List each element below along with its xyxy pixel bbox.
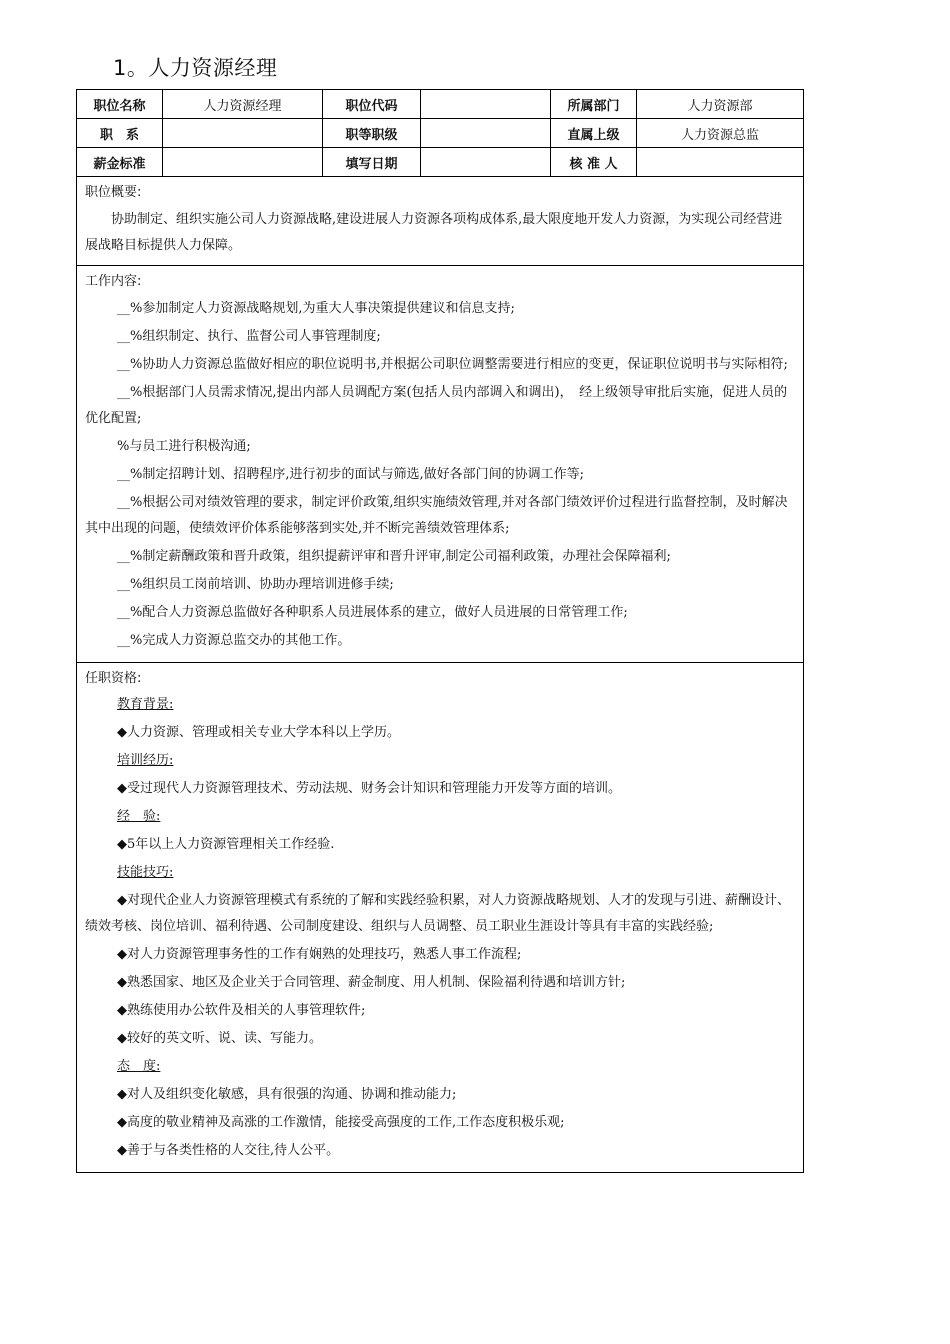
label-grade-level: 职等职级 [323, 119, 421, 148]
work-item: __%参加制定人力资源战略规划,为重大人事决策提供建议和信息支持; [117, 301, 515, 316]
skills-item: ◆对人力资源管理事务性的工作有娴熟的处理技巧，熟悉人事工作流程; [117, 947, 522, 962]
work-section [77, 266, 804, 663]
education-item: ◆人力资源、管理或相关专业大学本科以上学历。 [117, 725, 400, 740]
value-direct-supervisor: 人力资源总监 [637, 119, 804, 148]
work-item: %与员工进行积极沟通; [117, 439, 251, 454]
job-description-table [76, 89, 804, 1173]
label-salary-standard: 薪金标准 [77, 148, 163, 177]
summary-text: 协助制定、组织实施公司人力资源战略,建设进展人力资源各项构成体系,最大限度地开发人力资源，为实现公司经营进展战略目标提供人力保障。 [85, 212, 783, 253]
value-approver [637, 148, 804, 177]
attitude-item: ◆高度的敬业精神及高涨的工作激情，能接受高强度的工作,工作态度积极乐观; [117, 1115, 565, 1130]
info-row-3 [77, 148, 804, 177]
value-grade-level [421, 119, 551, 148]
value-department: 人力资源部 [637, 90, 804, 119]
summary-row [77, 177, 804, 266]
work-item: __%组织员工岗前培训、协助办理培训进修手续; [117, 577, 394, 592]
label-fill-date: 填写日期 [323, 148, 421, 177]
label-approver: 核 准 人 [551, 148, 637, 177]
label-position-name: 职位名称 [77, 90, 163, 119]
value-position-name: 人力资源经理 [163, 90, 323, 119]
education-subheading: 教育背景: [117, 697, 174, 712]
experience-item: ◆5年以上人力资源管理相关工作经验. [117, 837, 335, 852]
training-subheading: 培训经历: [117, 753, 174, 768]
page-title: 1。人力资源经理 [113, 56, 278, 80]
skills-item: ◆熟悉国家、地区及企业关于合同管理、薪金制度、用人机制、保险福利待遇和培训方针; [117, 975, 626, 990]
skills-item: ◆较好的英文听、说、读、写能力。 [117, 1031, 322, 1046]
summary-heading: 职位概要: [85, 185, 142, 200]
work-heading: 工作内容: [85, 274, 142, 289]
skills-subheading: 技能技巧: [117, 865, 174, 880]
value-salary-standard [163, 148, 323, 177]
label-job-family: 职 系 [77, 119, 163, 148]
info-row-1 [77, 90, 804, 119]
attitude-subheading: 态 度: [117, 1059, 161, 1074]
work-item: __%根据公司对绩效管理的要求，制定评价政策,组织实施绩效管理,并对各部门绩效评价过程进行监督控制，及时解决其中出现的问题，使绩效评价体系能够落到实处,并不断完善绩效管理体系; [85, 495, 788, 536]
work-item: __%配合人力资源总监做好各种职系人员进展体系的建立，做好人员进展的日常管理工作; [117, 605, 628, 620]
training-item: ◆受过现代人力资源管理技术、劳动法规、财务会计知识和管理能力开发等方面的培训。 [117, 781, 621, 796]
value-fill-date [421, 148, 551, 177]
work-item: __%制定薪酬政策和晋升政策，组织提薪评审和晋升评审,制定公司福利政策，办理社会保障福利; [117, 549, 671, 564]
label-department: 所属部门 [551, 90, 637, 119]
label-direct-supervisor: 直属上级 [551, 119, 637, 148]
work-row [77, 266, 804, 663]
skills-item: ◆对现代企业人力资源管理模式有系统的了解和实践经验积累，对人力资源战略规划、人才的发现与引进、薪酬设计、绩效考核、岗位培训、福利待遇、公司制度建设、组织与人员调整、员工职业生涯设计等具有丰富的实践经验; [85, 893, 790, 934]
skills-item: ◆熟练使用办公软件及相关的人事管理软件; [117, 1003, 366, 1018]
work-item: __%制定招聘计划、招聘程序,进行初步的面试与筛选,做好各部门间的协调工作等; [117, 467, 584, 482]
info-row-2 [77, 119, 804, 148]
value-position-code [421, 90, 551, 119]
qualification-heading: 任职资格: [85, 671, 142, 686]
attitude-item: ◆善于与各类性格的人交往,待人公平。 [117, 1143, 340, 1158]
work-item: __%根据部门人员需求情况,提出内部人员调配方案(包括人员内部调入和调出)， 经上级领导审批后实施，促进人员的优化配置; [85, 385, 788, 426]
work-item: __%组织制定、执行、监督公司人事管理制度; [117, 329, 381, 344]
label-position-code: 职位代码 [323, 90, 421, 119]
summary-section [77, 177, 804, 266]
qualification-row [77, 663, 804, 1173]
experience-subheading: 经 验: [117, 809, 161, 824]
value-job-family [163, 119, 323, 148]
work-item: __%协助人力资源总监做好相应的职位说明书,并根据公司职位调整需要进行相应的变更，保证职位说明书与实际相符; [117, 357, 788, 372]
attitude-item: ◆对人及组织变化敏感，具有很强的沟通、协调和推动能力; [117, 1087, 457, 1102]
qualification-section [77, 663, 804, 1173]
work-item: __%完成人力资源总监交办的其他工作。 [117, 633, 351, 648]
